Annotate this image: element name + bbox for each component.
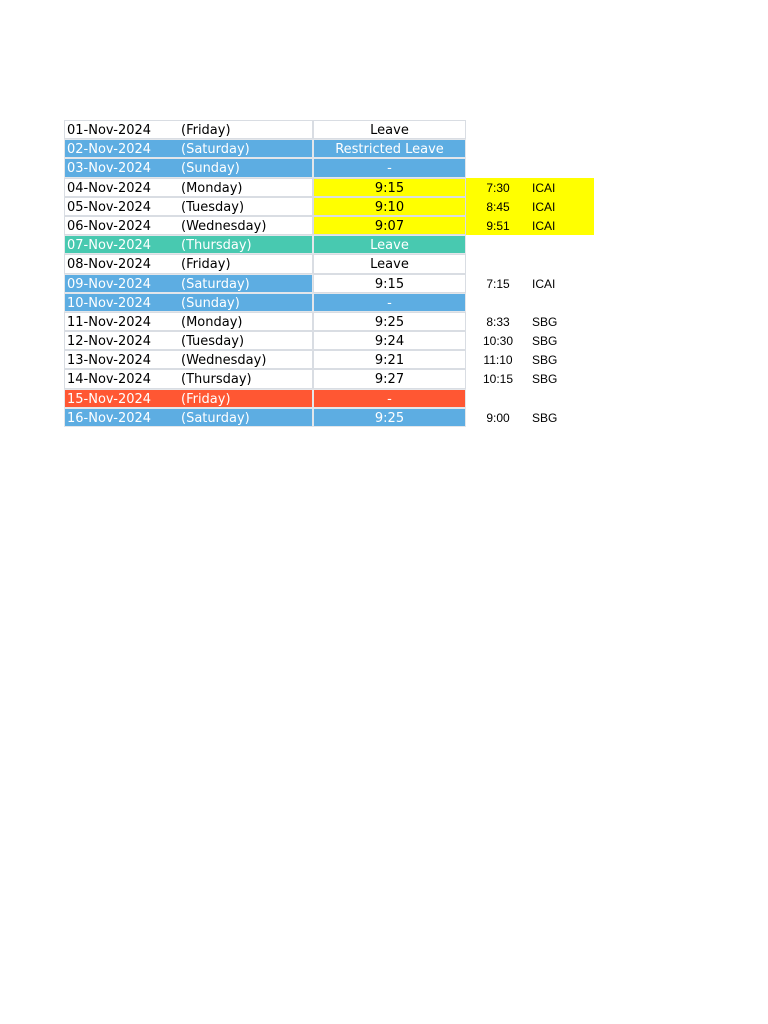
weekday-text: (Wednesday) <box>181 218 267 234</box>
extra-cell[interactable] <box>466 139 594 158</box>
time-cell[interactable] <box>313 197 466 216</box>
extra-cell[interactable] <box>466 293 594 312</box>
extra-cell[interactable] <box>466 389 594 408</box>
time-text: Leave <box>370 257 409 273</box>
time-text: - <box>387 295 392 311</box>
extra-location-text: ICAI <box>532 276 556 291</box>
extra-location-text: ICAI <box>532 218 556 233</box>
weekday-text: (Monday) <box>181 180 243 196</box>
extra-cell[interactable] <box>466 274 594 293</box>
extra-cell[interactable] <box>466 254 594 273</box>
time-cell[interactable] <box>313 158 466 177</box>
time-text: 9:24 <box>374 334 405 350</box>
time-text: 9:27 <box>374 372 405 388</box>
extra-cell[interactable] <box>466 216 594 235</box>
weekday-text: (Thursday) <box>181 372 252 388</box>
time-text: 9:15 <box>374 180 405 196</box>
time-cell[interactable] <box>313 274 466 293</box>
weekday-text: (Saturday) <box>181 410 250 426</box>
extra-time-text: 10:30 <box>482 334 514 349</box>
extra-location-text: SBG <box>532 334 558 349</box>
weekday-text: (Wednesday) <box>181 353 267 369</box>
extra-time-text: 8:45 <box>486 199 510 214</box>
extra-location-text: ICAI <box>532 199 556 214</box>
date-cell[interactable] <box>64 389 313 408</box>
date-cell[interactable] <box>64 235 313 254</box>
time-text: Leave <box>370 123 409 138</box>
time-text: Leave <box>370 238 409 254</box>
extra-cell[interactable] <box>466 120 594 139</box>
date-cell[interactable] <box>64 158 313 177</box>
date-cell[interactable] <box>64 331 313 350</box>
time-text: - <box>387 391 392 407</box>
extra-location-text: SBG <box>532 372 558 387</box>
weekday-text: (Friday) <box>181 391 231 407</box>
date-text: 06-Nov-2024 <box>67 218 152 234</box>
time-cell[interactable] <box>313 369 466 388</box>
time-text: - <box>387 161 392 177</box>
date-cell[interactable] <box>64 293 313 312</box>
date-cell[interactable] <box>64 216 313 235</box>
extra-time-text: 7:15 <box>486 276 510 291</box>
time-text: 9:10 <box>374 199 405 215</box>
weekday-text: (Saturday) <box>181 142 250 158</box>
weekday-text: (Monday) <box>181 314 243 330</box>
date-cell[interactable] <box>64 274 313 293</box>
weekday-text: (Thursday) <box>181 238 252 254</box>
time-cell[interactable] <box>313 216 466 235</box>
time-text: 9:07 <box>374 218 405 234</box>
date-text: 11-Nov-2024 <box>67 314 152 330</box>
weekday-text: (Sunday) <box>181 295 240 311</box>
date-text: 16-Nov-2024 <box>67 410 152 426</box>
extra-time-text: 9:51 <box>486 218 510 233</box>
date-text: 14-Nov-2024 <box>67 372 152 388</box>
date-text: 07-Nov-2024 <box>67 238 152 254</box>
time-text: 9:25 <box>374 314 405 330</box>
date-cell[interactable] <box>64 120 313 139</box>
date-text: 03-Nov-2024 <box>67 161 152 177</box>
date-cell[interactable] <box>64 139 313 158</box>
weekday-text: (Tuesday) <box>181 334 245 350</box>
weekday-text: (Friday) <box>181 123 231 138</box>
extra-cell[interactable] <box>466 350 594 369</box>
extra-cell[interactable] <box>466 235 594 254</box>
time-cell[interactable] <box>313 408 466 427</box>
date-text: 01-Nov-2024 <box>67 123 152 138</box>
time-text: Restricted Leave <box>335 142 444 158</box>
extra-location-text: SBG <box>532 314 558 329</box>
extra-cell[interactable] <box>466 197 594 216</box>
date-text: 08-Nov-2024 <box>67 257 152 273</box>
date-text: 02-Nov-2024 <box>67 142 152 158</box>
extra-location-text: SBG <box>532 410 558 425</box>
extra-cell[interactable] <box>466 408 594 427</box>
weekday-text: (Friday) <box>181 257 231 273</box>
extra-time-text: 7:30 <box>486 180 510 195</box>
date-text: 13-Nov-2024 <box>67 353 152 369</box>
weekday-text: (Saturday) <box>181 276 250 292</box>
date-cell[interactable] <box>64 197 313 216</box>
time-cell[interactable] <box>313 293 466 312</box>
extra-location-text: ICAI <box>532 180 556 195</box>
extra-cell[interactable] <box>466 369 594 388</box>
extra-cell[interactable] <box>466 178 594 197</box>
time-cell[interactable] <box>313 389 466 408</box>
extra-cell[interactable] <box>466 312 594 331</box>
date-text: 15-Nov-2024 <box>67 391 152 407</box>
extra-time-text: 11:10 <box>483 353 513 368</box>
time-text: 9:15 <box>374 276 405 292</box>
weekday-text: (Sunday) <box>181 161 240 177</box>
extra-location-text: SBG <box>532 353 558 368</box>
time-cell[interactable] <box>313 178 466 197</box>
date-text: 05-Nov-2024 <box>67 199 152 215</box>
date-cell[interactable] <box>64 178 313 197</box>
date-cell[interactable] <box>64 369 313 388</box>
time-cell[interactable] <box>313 312 466 331</box>
extra-cell[interactable] <box>466 158 594 177</box>
extra-cell[interactable] <box>466 331 594 350</box>
date-cell[interactable] <box>64 254 313 273</box>
time-cell[interactable] <box>313 331 466 350</box>
date-cell[interactable] <box>64 312 313 331</box>
time-cell[interactable] <box>313 350 466 369</box>
date-cell[interactable] <box>64 350 313 369</box>
date-text: 04-Nov-2024 <box>67 180 152 196</box>
time-cell[interactable] <box>313 254 466 273</box>
date-text: 12-Nov-2024 <box>67 334 152 350</box>
date-text: 09-Nov-2024 <box>67 276 152 292</box>
extra-time-text: 10:15 <box>482 372 514 387</box>
time-cell[interactable] <box>313 120 466 139</box>
date-cell[interactable] <box>64 408 313 427</box>
time-text: 9:21 <box>374 353 405 369</box>
date-text: 10-Nov-2024 <box>67 295 152 311</box>
extra-time-text: 8:33 <box>486 314 510 329</box>
extra-time-text: 9:00 <box>486 410 510 425</box>
weekday-text: (Tuesday) <box>181 199 245 215</box>
time-cell[interactable] <box>313 235 466 254</box>
time-text: 9:25 <box>374 410 405 426</box>
time-cell[interactable] <box>313 139 466 158</box>
